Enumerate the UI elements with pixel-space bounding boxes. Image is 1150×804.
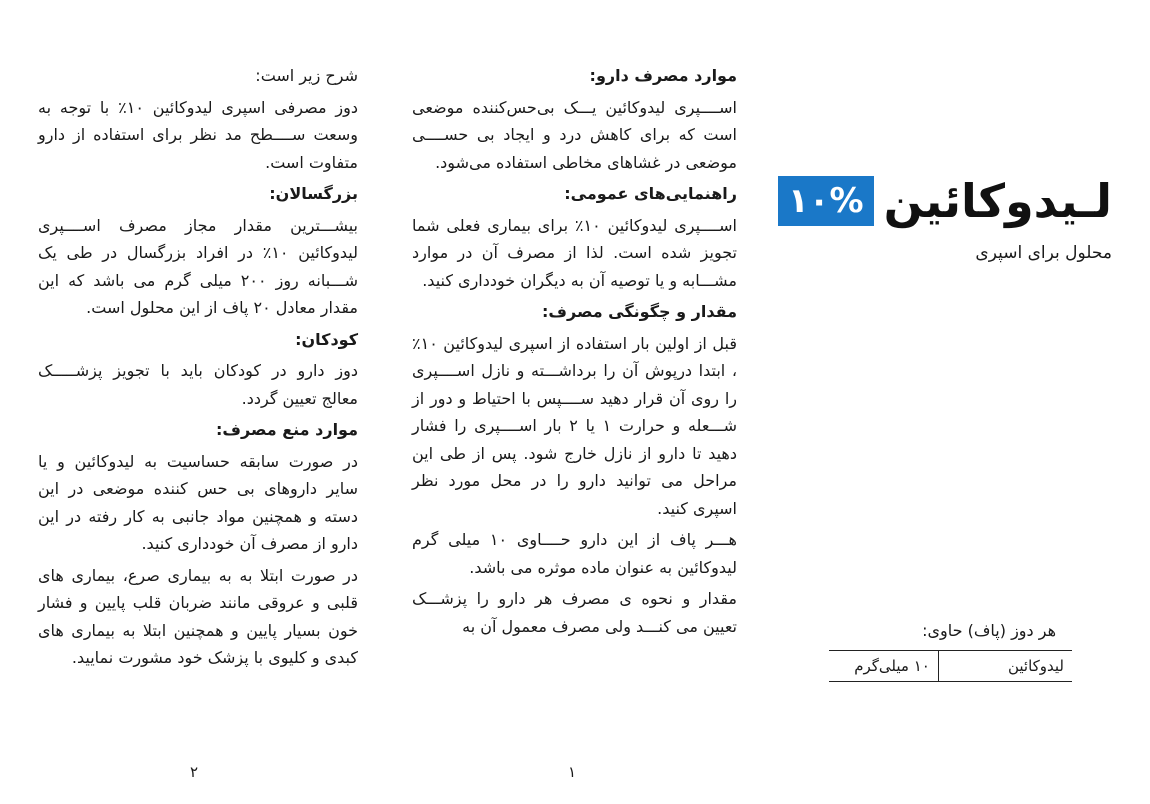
dosage-intro: شرح زیر است: — [255, 66, 358, 85]
adults-text: بیشـــترین مقدار مجاز مصرف اســــپری لیدوکائین ۱۰٪ در افراد بزرگسال در طی یک شـــبانه روز ۲۰۰ میلی گرم می باشد که این مقدار معادل ۲۰ پاف از این محلول است. — [38, 215, 358, 317]
uses-text: اســــپری لیدوکائین یـــک بی‌حس‌کننده موضعی است که برای کاهش درد و ایجاد بی حســــی موضعی در غشاهای مخاطی استفاده می‌شود. — [412, 97, 737, 172]
cover-title-block — [788, 170, 1112, 266]
uses-heading: موارد مصرف دارو: — [589, 66, 737, 85]
general-guide-heading: راهنمایی‌های عمومی: — [564, 184, 737, 203]
usage-text-2: هـــر پاف از این دارو حــــاوی ۱۰ میلی گرم لیدوکائین به عنوان ماده موثره می باشد. — [412, 530, 737, 577]
adults-heading: بزرگسالان: — [269, 184, 358, 203]
concentration-badge: ۱۰% — [778, 176, 874, 226]
dose-table — [829, 650, 1072, 682]
children-text: دوز دارو در کودکان باید با تجویز پزشـــــک معالج تعیین گردد. — [38, 361, 358, 408]
contraindications-text-2: در صورت ابتلا به به بیماری صرع، بیماری های قلبی و عروقی مانند ضربان قلب پایین و فشار خون بسیار پایین و همچنین ابتلا به بیماری های کبدی و کلیوی با پزشک خود مشورت نمایید. — [38, 565, 358, 667]
dose-composition — [829, 618, 1072, 682]
ingredient-amount: ۱۰ میلی‌گرم — [829, 651, 938, 682]
ingredient-name: لیدوکائین — [938, 651, 1072, 682]
product-title — [788, 170, 1112, 232]
contraindications-heading: موارد منع مصرف: — [216, 420, 358, 439]
usage-text-1: قبل از اولین بار استفاده از اسپری لیدوکائین ۱۰٪ ، ابتدا درپوش آن را برداشـــته و نازل اســــپری را روی آن قرار دهید ســــپس با احتیاط و دور از شـــعله و حرارت ۱ یا ۲ بار اســــپری را فشار دهید تا دارو از نازل خارج شود. پس از طی این مراحل می توانید دارو را در محل مورد نظر اسپری کنید. — [412, 333, 738, 518]
contraindications-text-1: در صورت سابقه حساسیت به لیدوکائین و یا سایر داروهای بی حس کننده موضعی در این دسته و همچنین مواد جانبی به کار رفته در این دارو از مصرف آن خودداری کنید. — [38, 451, 358, 553]
usage-heading: مقدار و چگونگی مصرف: — [542, 302, 737, 321]
product-name: لـیدوکائین — [883, 174, 1112, 228]
page-2-column — [38, 62, 358, 676]
dosage-intro-text: دوز مصرفی اسپری لیدوکائین ۱۰٪ با توجه به وسعت ســــطح مد نظر برای استفاده از دارو متفاوت است. — [38, 97, 358, 172]
general-guide-text: اســــپری لیدوکائین ۱۰٪ برای بیماری فعلی شما تجویز شده است. لذا از مصرف آن در موارد مشـــابه و یا توصیه آن به دیگران خودداری کنید. — [412, 215, 738, 290]
page-number-2: ۲ — [190, 763, 199, 781]
dose-row — [829, 651, 1072, 682]
children-heading: کودکان: — [295, 329, 358, 349]
product-subtitle: محلول برای اسپری — [975, 243, 1112, 263]
dose-heading: هر دوز (پاف) حاوی: — [922, 621, 1056, 640]
usage-text-3: مقدار و نحوه ی مصرف هر دارو را پزشـــک تعیین می کنـــد ولی مصرف معمول آن به — [412, 589, 737, 636]
page-number-1: ۱ — [568, 763, 577, 781]
page-1-column — [412, 62, 737, 644]
